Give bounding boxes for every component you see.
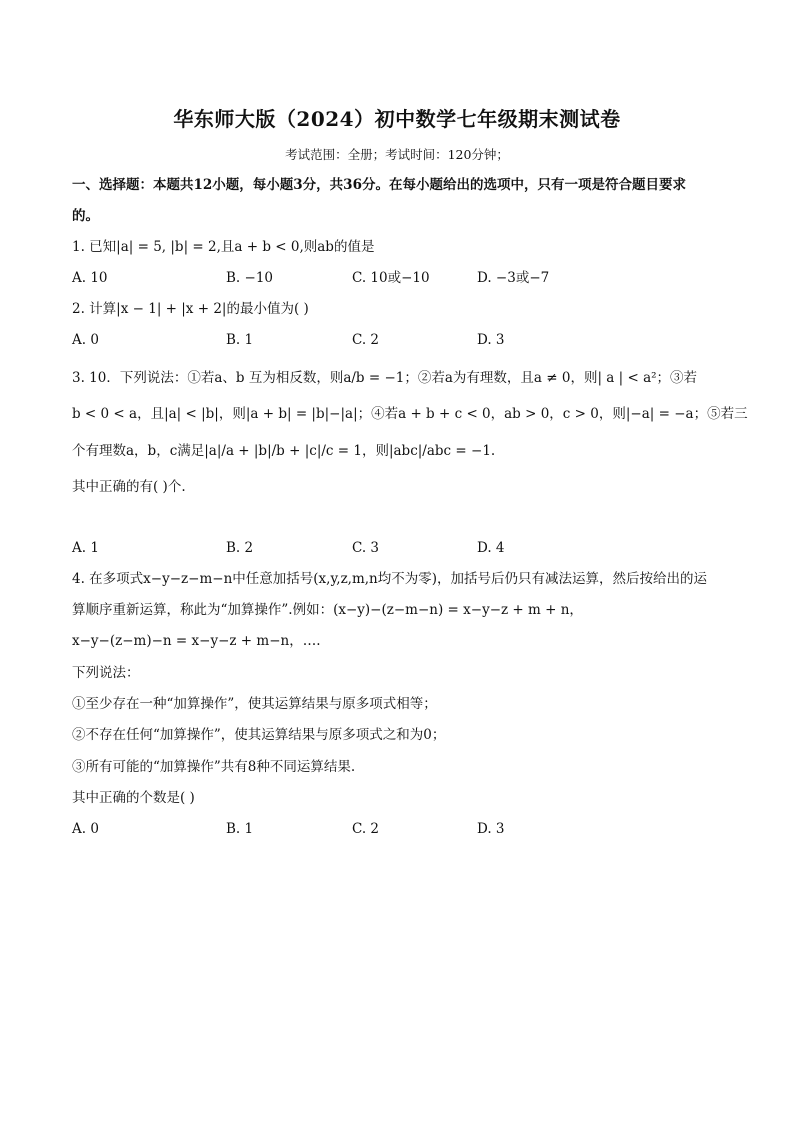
question-4-option-a: A. 0 <box>72 821 99 837</box>
question-3-option-c: C. 3 <box>352 540 380 556</box>
question-1-option-a: A. 10 <box>72 270 108 286</box>
question-4-text-line-3: x−y−(z−m)−n = x−y−z + m−n，…. <box>72 633 321 649</box>
question-2-option-c: C. 2 <box>352 332 380 348</box>
question-3-options <box>72 538 722 558</box>
question-4-option-d: D. 3 <box>477 821 505 837</box>
question-4-text-line-1: 4. 在多项式x−y−z−m−n中任意加括号(x,y,z,m,n均不为零)，加括号后仍只有减法运算，然后按给出的运 <box>72 571 708 587</box>
exam-info: 考试范围：全册；考试时间：120分钟； <box>285 147 509 162</box>
question-2-option-d: D. 3 <box>477 332 505 348</box>
question-4-options <box>72 819 722 839</box>
question-2-option-b: B. 1 <box>226 332 254 348</box>
question-3-option-a: A. 1 <box>72 540 99 556</box>
question-4-option-b: B. 1 <box>226 821 254 837</box>
question-1-text: 1. 已知|a| = 5, |b| = 2,且a + b < 0,则ab的值是 <box>72 239 375 255</box>
question-4-text-line-2: 算顺序重新运算，称此为“加算操作”.例如：(x−y)−(z−m−n) = x−y−z + m + n， <box>72 602 583 618</box>
section-heading-cont: 的。 <box>72 208 99 224</box>
question-3-text-line-4: 其中正确的有( )个. <box>72 479 186 495</box>
question-2-options <box>72 330 722 350</box>
question-2-option-a: A. 0 <box>72 332 99 348</box>
page-title: 华东师大版（2024）初中数学七年级期末测试卷 <box>173 107 621 131</box>
question-1-option-c: C. 10或−10 <box>352 270 430 286</box>
question-4-statement-1: ①至少存在一种“加算操作”，使其运算结果与原多项式相等； <box>72 696 437 712</box>
question-3-option-b: B. 2 <box>226 540 254 556</box>
question-2-text: 2. 计算|x − 1| + |x + 2|的最小值为( ) <box>72 301 309 317</box>
question-3-text-line-3: 个有理数a，b，c满足|a|/a + |b|/b + |c|/c = 1，则|abc|/abc = −1. <box>72 443 496 459</box>
question-3-text-line-1: 3. 10．下列说法：①若a、b 互为相反数，则a/b = −1；②若a为有理数，且a ≠ 0，则| a | < a²；③若 <box>72 370 698 386</box>
question-3-text-line-2: b < 0 < a，且|a| < |b|，则|a + b| = |b|−|a|；④若a + b + c < 0，ab > 0，c > 0，则|−a| = −a；⑤若三 <box>72 406 748 422</box>
question-4-statement-3: ③所有可能的“加算操作”共有8种不同运算结果. <box>72 759 356 775</box>
question-4-statement-2: ②不存在任何“加算操作”，使其运算结果与原多项式之和为0； <box>72 727 446 743</box>
question-1-option-d: D. −3或−7 <box>477 270 550 286</box>
question-4-option-c: C. 2 <box>352 821 380 837</box>
question-1-option-b: B. −10 <box>226 270 273 286</box>
question-4-prompt: 其中正确的个数是( ) <box>72 790 195 806</box>
question-4-text-line-4: 下列说法： <box>72 665 140 681</box>
section-heading: 一、选择题：本题共12小题，每小题3分，共36分。在每小题给出的选项中，只有一项是符合题目要求 <box>72 177 686 193</box>
question-1-options <box>72 268 722 288</box>
question-3-option-d: D. 4 <box>477 540 505 556</box>
